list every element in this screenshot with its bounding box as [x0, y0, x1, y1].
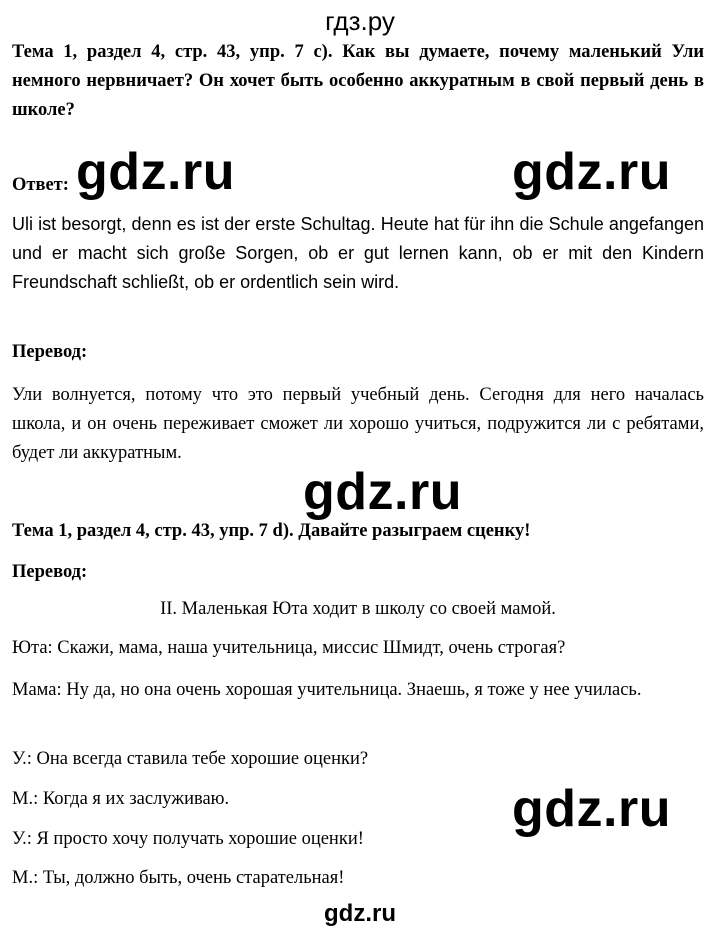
- translation-text: Ули волнуется, потому что это первый учебный день. Сегодня для него началась школа, и он очень переживает сможет ли хорошо учиться, подружится ли с ребятами, будет ли аккуратным.: [12, 385, 704, 463]
- task1-heading: Тема 1, раздел 4, стр. 43, упр. 7 c). Как вы думаете, почему маленький Ули немного нервничает? Он хочет быть особенно аккуратным в свой первый день в школе?: [12, 42, 704, 120]
- watermark: gdz.ru: [76, 143, 235, 201]
- task2-heading: Тема 1, раздел 4, стр. 43, упр. 7 d). Давайте разыграем сценку!: [12, 521, 531, 541]
- watermark: gdz.ru: [303, 463, 462, 521]
- dialogue-line: У.: Я просто хочу получать хорошие оценки!: [12, 829, 364, 849]
- answer-text: Uli ist besorgt, denn es ist der erste Schultag. Heute hat für ihn die Schule angefangen und er macht sich große Sorgen, ob er gut lernen kann, ob er mit den Kindern Freundschaft schließt, ob er ordentlich sein wird.: [12, 214, 704, 292]
- translation-label: Перевод:: [12, 562, 88, 582]
- dialogue-line: М.: Когда я их заслуживаю.: [12, 789, 230, 809]
- dialogue-line: М.: Ты, должно быть, очень старательная!: [12, 868, 345, 888]
- dialogue-line: У.: Она всегда ставила тебе хорошие оценки?: [12, 749, 369, 769]
- watermark: gdz.ru: [512, 780, 671, 838]
- watermark: gdz.ru: [512, 143, 671, 201]
- dialogue-line: Юта: Скажи, мама, наша учительница, миссис Шмидт, очень строгая?: [12, 638, 566, 658]
- translation-label: Перевод:: [12, 342, 88, 362]
- scene-title: II. Маленькая Юта ходит в школу со своей мамой.: [160, 599, 556, 619]
- site-mark-top: гдз.ру: [325, 6, 395, 36]
- answer-label: Ответ:: [12, 175, 69, 195]
- dialogue-line: Мама: Ну да, но она очень хорошая учительница. Знаешь, я тоже у нее училась.: [12, 680, 642, 700]
- site-mark-bottom: gdz.ru: [324, 900, 396, 927]
